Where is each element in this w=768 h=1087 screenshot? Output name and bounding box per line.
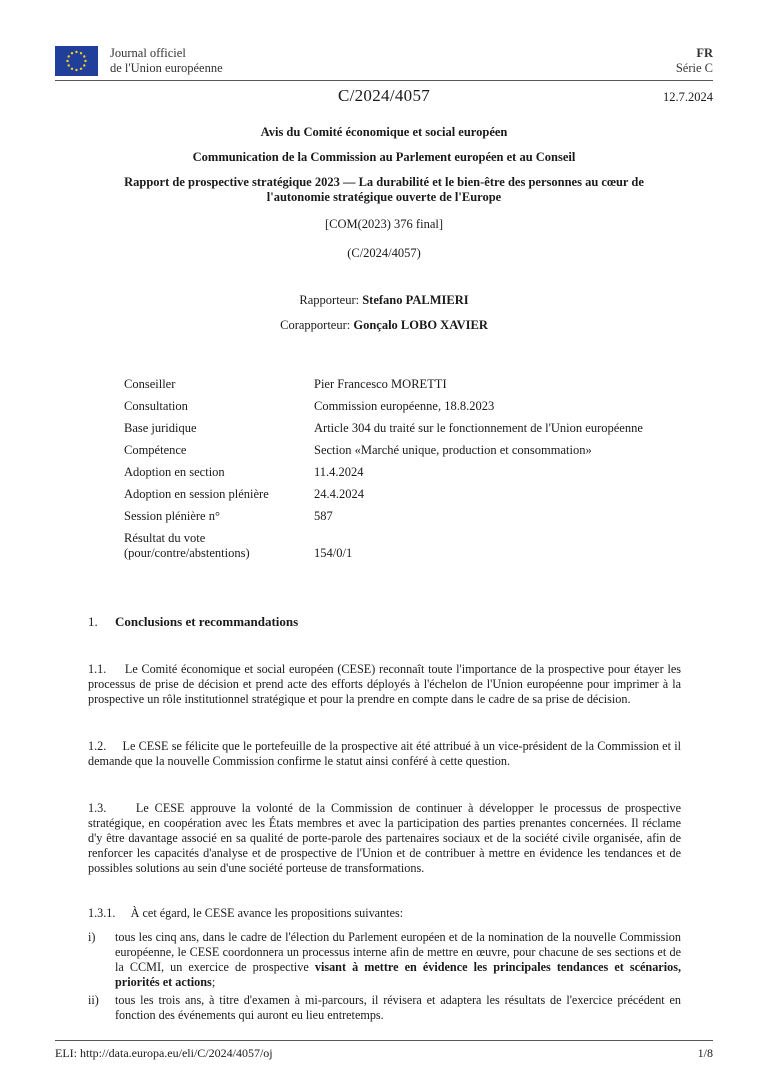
table-row [124, 531, 643, 561]
paragraph-1-1: 1.1. Le Comité économique et social européen (CESE) reconnaît toute l'importance de la prospective pour étayer les processus de prise de décision et prend acte des efforts déployés à l'échelon de l'Union européenne pour imprimer à la prospective un rôle institutionnel stratégique et pour la prendre en compte dans le cadre de sa prise de décision. [88, 662, 685, 706]
star-icon [80, 68, 82, 70]
table-row [124, 421, 643, 443]
table-row [124, 465, 643, 487]
star-icon [71, 68, 73, 70]
journal-title-line2: de l'Union européenne [110, 61, 223, 75]
meta-key: Session plénière n° [124, 509, 220, 523]
table-row [124, 399, 643, 421]
meta-value: Article 304 du traité sur le fonctionnement de l'Union européenne [314, 421, 643, 435]
meta-value: Pier Francesco MORETTI [314, 377, 447, 391]
meta-value: 587 [314, 509, 333, 523]
page-number: 1/8 [697, 1046, 713, 1060]
eu-flag-logo [55, 46, 98, 76]
report-title-line2: l'autonomie stratégique ouverte de l'Europe [266, 190, 502, 204]
meta-key: Compétence [124, 443, 187, 457]
meta-value: Section «Marché unique, production et consommation» [314, 443, 592, 457]
com-reference: [COM(2023) 376 final] [324, 217, 444, 231]
meta-key [124, 531, 314, 561]
header-divider [55, 80, 713, 81]
footer-divider [55, 1040, 713, 1041]
star-icon [68, 64, 70, 66]
star-icon [75, 51, 77, 53]
list-item-text: tous les cinq ans, dans le cadre de l'élection du Parlement européen et de la nomination de la nouvelle Commission européenne, le CESE coordonnera un processus interne afin de mettre en œuvre, pour chacune de ses sections et de la CCMI, un exercice de prospective [115, 930, 681, 974]
metadata-table-wrap [124, 377, 643, 561]
table-row [124, 443, 643, 465]
star-icon [83, 55, 85, 57]
meta-value: 11.4.2024 [314, 465, 364, 479]
report-title [55, 175, 713, 205]
corapporteur-name: Gonçalo LOBO XAVIER [353, 318, 488, 332]
meta-key-line2: (pour/contre/abstentions) [124, 546, 250, 560]
opinion-title: Avis du Comité économique et social européen [260, 125, 508, 139]
metadata-table [124, 377, 643, 561]
meta-key: Adoption en section [124, 465, 225, 479]
table-row [124, 487, 643, 509]
list-item [115, 930, 681, 990]
star-icon [75, 69, 77, 71]
paragraph-1-3-1: 1.3.1. À cet égard, le CESE avance les propositions suivantes: [88, 906, 404, 920]
eli-label: ELI: [55, 1046, 77, 1060]
eli-link[interactable]: http://data.europa.eu/eli/C/2024/4057/oj [80, 1046, 273, 1060]
corapporteur-line [55, 318, 713, 333]
corapporteur-label: Corapporteur: [280, 318, 351, 332]
table-row [124, 509, 643, 531]
meta-key: Conseiller [124, 377, 176, 391]
meta-key: Consultation [124, 399, 188, 413]
language-code: FR [696, 46, 713, 60]
star-icon [71, 52, 73, 54]
meta-key-line1: Résultat du vote [124, 531, 206, 545]
meta-key: Base juridique [124, 421, 197, 435]
rapporteur-name: Stefano PALMIERI [362, 293, 469, 307]
list-item-tail: ; [211, 975, 216, 989]
journal-title [110, 46, 223, 76]
eu-stars-icon [55, 46, 98, 76]
meta-key: Adoption en session plénière [124, 487, 269, 501]
series-label: Série C [675, 61, 713, 75]
report-title-line1: Rapport de prospective stratégique 2023 — La durabilité et le bien-être des personnes au cœur de [124, 175, 644, 189]
star-icon [84, 60, 86, 62]
publication-date: 12.7.2024 [663, 90, 713, 104]
table-row [124, 377, 643, 399]
rapporteur-label: Rapporteur: [299, 293, 360, 307]
paragraph-1-2: 1.2. Le CESE se félicite que le portefeuille de la prospective ait été attribué à un vice-président de la Commission et il demande que la nouvelle Commission confirme le statut ainsi conféré à cette question. [88, 739, 685, 768]
communication-title: Communication de la Commission au Parlement européen et au Conseil [192, 150, 576, 164]
star-icon [83, 64, 85, 66]
list-item: tous les trois ans, à titre d'examen à mi-parcours, il révisera et adaptera les résultats de l'exercice précédent en fonction des événements qui auront eu lieu entretemps. [115, 993, 681, 1022]
paragraph-1-3: 1.3. Le CESE approuve la volonté de la Commission de continuer à développer le processus de prospective stratégique, en coopération avec les États membres et avec la participation des parties prenantes concernées. Il réclame d'y être davantage associé en sa qualité de porte-parole des partenaires sociaux et de la société civile organisée, afin de renforcer les capacités d'analyse et de prospective de l'Union et de contribuer à mettre en évidence les tendances et de possibles solutions au sein d'une société porteuse de transformations. [88, 801, 685, 875]
eli-reference [55, 1046, 273, 1061]
rapporteur-line [55, 293, 713, 308]
list-marker: i) [88, 930, 96, 944]
c-reference: (C/2024/4057) [347, 246, 421, 260]
journal-title-line1: Journal officiel [110, 46, 186, 60]
language-series [676, 46, 713, 76]
meta-value: 154/0/1 [314, 546, 353, 560]
star-icon [66, 60, 68, 62]
section-number: 1. [88, 614, 98, 629]
list-item-emphasis: visant à mettre en évidence les principales tendances et scénarios, priorités et actions [115, 960, 681, 989]
section-heading [88, 614, 298, 630]
meta-value: 24.4.2024 [314, 487, 364, 501]
meta-value: Commission européenne, 18.8.2023 [314, 399, 495, 413]
star-icon [68, 55, 70, 57]
section-title: Conclusions et recommandations [115, 614, 299, 629]
document-number: C/2024/4057 [337, 86, 431, 105]
star-icon [80, 52, 82, 54]
list-marker: ii) [88, 993, 99, 1007]
